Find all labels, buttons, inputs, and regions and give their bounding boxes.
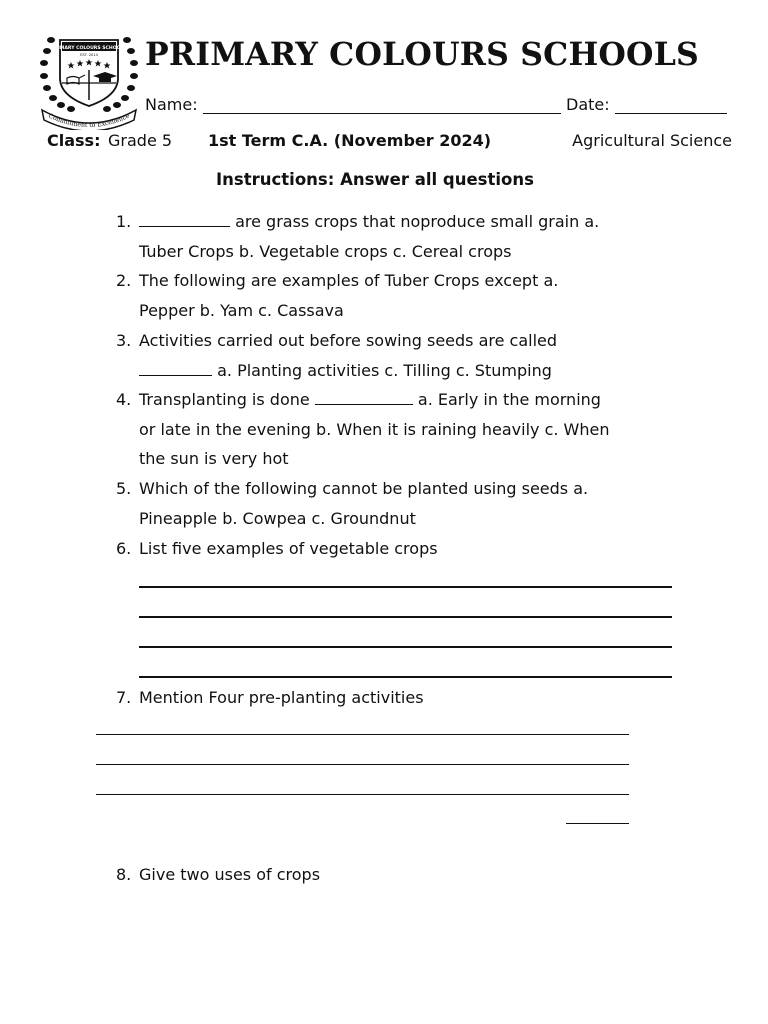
question-number: 6. bbox=[116, 539, 132, 558]
question-3 bbox=[116, 326, 686, 385]
answer-line[interactable] bbox=[139, 676, 672, 678]
answer-line[interactable] bbox=[566, 823, 629, 824]
question-text: List five examples of vegetable crops bbox=[139, 539, 438, 558]
instructions: Instructions: Answer all questions bbox=[216, 170, 534, 189]
answer-line[interactable] bbox=[139, 586, 672, 588]
answer-blank[interactable] bbox=[139, 212, 230, 227]
question-8 bbox=[116, 860, 686, 890]
question-number: 2. bbox=[116, 271, 132, 290]
logo-motto: Commitment to Excellence bbox=[47, 112, 131, 130]
term-title: 1st Term C.A. (November 2024) bbox=[208, 131, 492, 150]
question-1 bbox=[116, 207, 686, 266]
question-text: Which of the following cannot be planted using seeds a. bbox=[139, 479, 589, 498]
question-options: Pineapple b. Cowpea c. Groundnut bbox=[139, 508, 416, 528]
question-text: are grass crops that noproduce small grain a. bbox=[230, 212, 600, 231]
question-options: Pepper b. Yam c. Cassava bbox=[139, 300, 344, 320]
answer-line[interactable] bbox=[96, 764, 629, 765]
answer-line[interactable] bbox=[96, 794, 629, 795]
question-number: 8. bbox=[116, 865, 132, 884]
subject-name: Agricultural Science bbox=[572, 131, 732, 150]
answer-line[interactable] bbox=[139, 616, 672, 618]
class-label: Class: bbox=[47, 131, 101, 150]
question-number: 4. bbox=[116, 390, 132, 409]
class-value: Grade 5 bbox=[108, 131, 173, 150]
question-options: the sun is very hot bbox=[139, 449, 289, 469]
class-info-row bbox=[47, 131, 732, 153]
logo-school-text: PRIMARY COLOURS SCHOOLS bbox=[51, 46, 127, 51]
question-text: Mention Four pre-planting activities bbox=[139, 688, 424, 707]
question-number: 3. bbox=[116, 331, 132, 350]
question-text: Give two uses of crops bbox=[139, 865, 321, 884]
logo-est-text: EST. 2014 bbox=[80, 53, 98, 57]
answer-blank[interactable] bbox=[139, 361, 212, 376]
question-text: Transplanting is done bbox=[139, 390, 315, 409]
school-crest-logo bbox=[38, 26, 140, 130]
question-4 bbox=[116, 385, 686, 474]
date-field[interactable] bbox=[615, 113, 727, 114]
question-number: 1. bbox=[116, 212, 132, 231]
name-label: Name: bbox=[145, 95, 198, 114]
name-field[interactable] bbox=[203, 113, 561, 114]
question-options: Tuber Crops b. Vegetable crops c. Cereal crops bbox=[139, 241, 512, 261]
question-text: Activities carried out before sowing seeds are called bbox=[139, 331, 558, 350]
school-name: PRIMARY COLOURS SCHOOLS bbox=[145, 36, 699, 73]
question-options: or late in the evening b. When it is raining heavily c. When bbox=[139, 419, 610, 439]
answer-line[interactable] bbox=[139, 646, 672, 648]
question-2 bbox=[116, 266, 686, 325]
date-label: Date: bbox=[566, 95, 610, 114]
question-number: 5. bbox=[116, 479, 132, 498]
name-date-row bbox=[145, 95, 730, 117]
answer-line[interactable] bbox=[96, 734, 629, 735]
question-6 bbox=[116, 534, 686, 564]
answer-blank[interactable] bbox=[315, 390, 413, 405]
question-options: a. Planting activities c. Tilling c. Stumping bbox=[212, 360, 552, 380]
question-5 bbox=[116, 474, 686, 533]
question-options: a. Early in the morning bbox=[412, 390, 601, 409]
question-text: The following are examples of Tuber Crops except a. bbox=[139, 271, 559, 290]
question-7 bbox=[116, 683, 686, 713]
question-number: 7. bbox=[116, 688, 132, 707]
